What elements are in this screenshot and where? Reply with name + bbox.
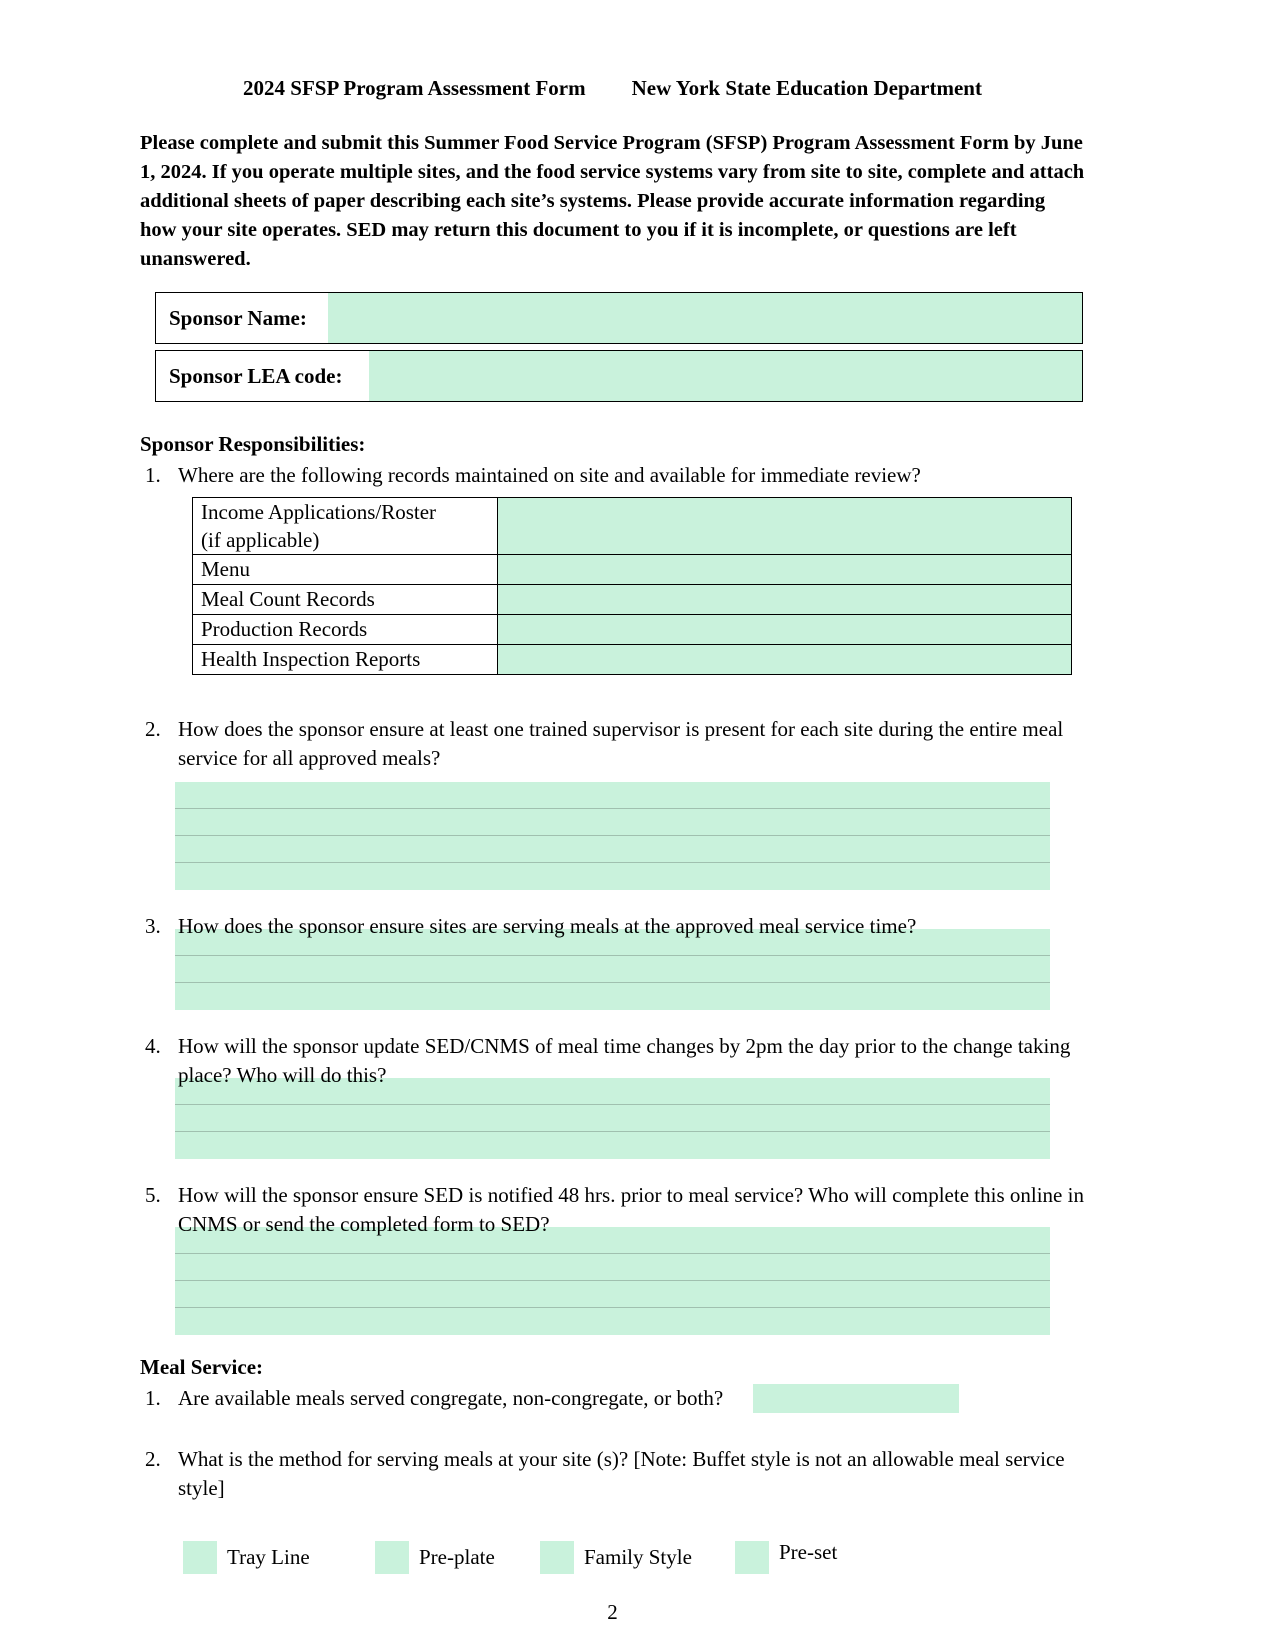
option-label: Tray Line (227, 1545, 310, 1569)
ms-q1-answer-field[interactable] (753, 1384, 959, 1413)
q4-number: 4. (145, 1034, 161, 1058)
q1-text: Where are the following records maintained on site and available for immediate review? (178, 463, 921, 487)
record-label-menu: Menu (193, 555, 498, 584)
option-pre-plate (375, 1541, 540, 1574)
q4-text: How will the sponsor update SED/CNMS of meal time changes by 2pm the day prior to the change taking place? Who will do this? (178, 1034, 1071, 1087)
answer-line (175, 1132, 1050, 1159)
answer-line (175, 863, 1050, 890)
option-tray-line (183, 1541, 375, 1574)
q1-number: 1. (145, 463, 161, 487)
records-table (192, 497, 1072, 675)
record-field-menu[interactable] (498, 555, 1071, 584)
sponsor-lea-row (155, 350, 1083, 402)
q2-number: 2. (145, 717, 161, 741)
record-field-income-applications[interactable] (498, 498, 1071, 554)
table-row (192, 615, 1072, 645)
sponsor-lea-label: Sponsor LEA code: (169, 363, 343, 388)
record-field-production[interactable] (498, 615, 1071, 644)
responsibilities-q4 (140, 1032, 1085, 1090)
sponsor-name-label: Sponsor Name: (169, 305, 307, 330)
answer-line (175, 956, 1050, 983)
responsibilities-heading: Sponsor Responsibilities: (140, 432, 366, 456)
q2-answer-field[interactable] (175, 782, 1050, 890)
responsibilities-q1 (140, 461, 1085, 490)
answer-line (175, 1105, 1050, 1132)
answer-line (175, 983, 1050, 1010)
q5-text: How will the sponsor ensure SED is notified 48 hrs. prior to meal service? Who will complete this online in CNMS or send the completed form to SED? (178, 1183, 1084, 1236)
sponsor-name-row (155, 292, 1083, 344)
page-content (140, 74, 1085, 1625)
answer-line (175, 836, 1050, 863)
ms-q2-number: 2. (145, 1447, 161, 1471)
ms-q1-number: 1. (145, 1386, 161, 1410)
responsibilities-q3 (140, 912, 1085, 941)
sponsor-name-field[interactable] (328, 293, 1082, 343)
option-label: Pre-plate (419, 1545, 495, 1569)
q5-number: 5. (145, 1183, 161, 1207)
option-label: Family Style (584, 1545, 692, 1569)
page-number: 2 (607, 1600, 618, 1624)
record-label-line1: Income Applications/Roster (201, 500, 437, 524)
checkbox-tray-line[interactable] (183, 1541, 217, 1574)
record-label-health-inspection: Health Inspection Reports (193, 645, 498, 674)
record-label-line2: (if applicable) (201, 528, 320, 552)
document-header (140, 74, 1085, 102)
q5-answer-field[interactable] (175, 1227, 1050, 1335)
answer-line (175, 1281, 1050, 1308)
intro-paragraph: Please complete and submit this Summer Food Service Program (SFSP) Program Assessment Form by June 1, 2024. If you operate multiple sites, and the food service systems vary from site to site, complete and attach additional sheets of paper describing each site’s systems. Please provide accurate information regarding how your site operates. SED may return this document to you if it is incomplete, or questions are left unanswered. (140, 132, 1085, 270)
checkbox-pre-plate[interactable] (375, 1541, 409, 1574)
option-label: Pre-set (779, 1540, 838, 1564)
document-title: 2024 SFSP Program Assessment Form (243, 76, 586, 100)
option-family-style (540, 1541, 735, 1574)
record-label-production: Production Records (193, 615, 498, 644)
q3-answer-field[interactable] (175, 929, 1050, 1010)
sponsor-info-table (155, 292, 1083, 402)
record-field-meal-count[interactable] (498, 585, 1071, 614)
meal-service-q2 (140, 1445, 1085, 1503)
answer-line (175, 809, 1050, 836)
q3-number: 3. (145, 914, 161, 938)
meal-service-q1 (140, 1384, 1085, 1413)
record-field-health-inspection[interactable] (498, 645, 1071, 674)
checkbox-family-style[interactable] (540, 1541, 574, 1574)
sponsor-lea-field[interactable] (369, 351, 1082, 401)
table-row (192, 645, 1072, 675)
table-row (192, 555, 1072, 585)
meal-service-heading: Meal Service: (140, 1355, 264, 1379)
table-row (192, 498, 1072, 555)
answer-line (175, 1308, 1050, 1335)
record-label-income-applications (193, 498, 498, 554)
responsibilities-q5 (140, 1181, 1085, 1239)
ms-q1-text: Are available meals served congregate, non-congregate, or both? (178, 1386, 724, 1410)
record-label-meal-count: Meal Count Records (193, 585, 498, 614)
checkbox-pre-set[interactable] (735, 1541, 769, 1574)
responsibilities-q2 (140, 715, 1085, 773)
q2-text: How does the sponsor ensure at least one trained supervisor is present for each site during the entire meal service for all approved meals? (178, 717, 1064, 770)
q3-text: How does the sponsor ensure sites are serving meals at the approved meal service time? (178, 914, 917, 938)
serving-method-options (183, 1541, 1085, 1574)
table-row (192, 585, 1072, 615)
option-pre-set (735, 1541, 837, 1574)
answer-line (175, 1254, 1050, 1281)
answer-line (175, 782, 1050, 809)
q4-answer-field[interactable] (175, 1078, 1050, 1159)
ms-q2-text: What is the method for serving meals at your site (s)? [Note: Buffet style is not an allowable meal service style] (178, 1447, 1065, 1500)
document-department: New York State Education Department (631, 76, 982, 100)
